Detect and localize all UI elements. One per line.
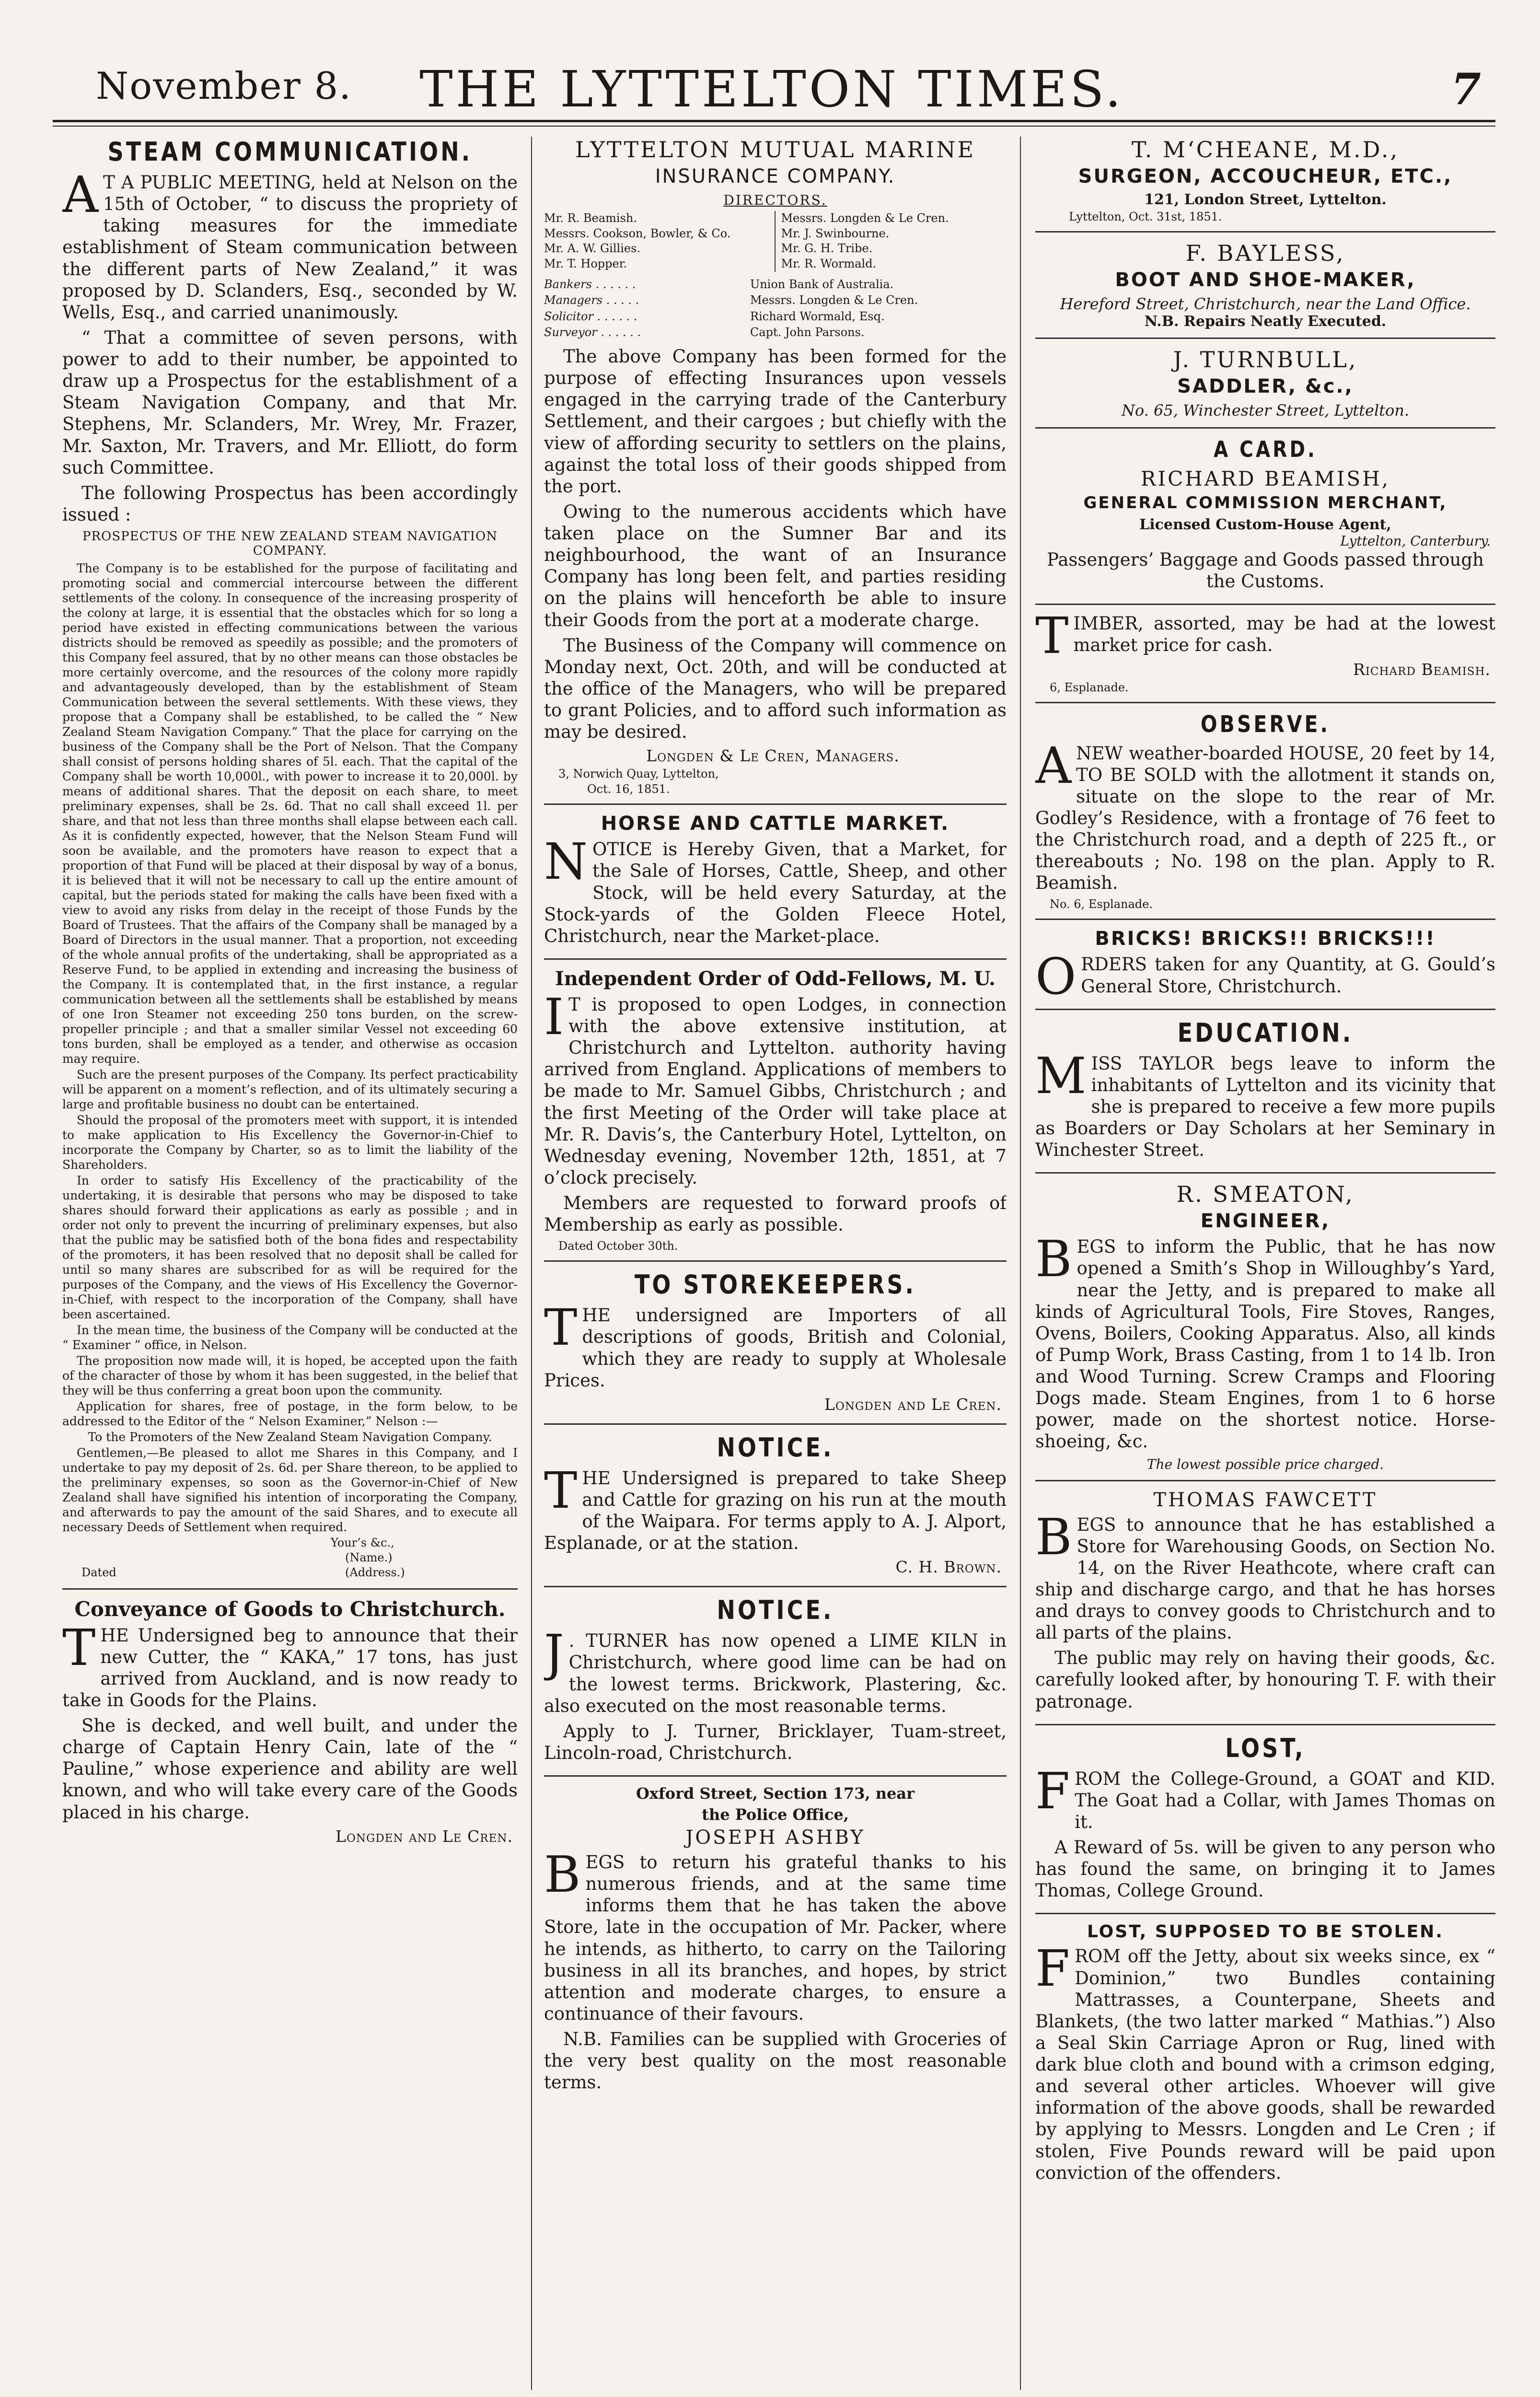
advert-heading: LYTTELTON MUTUAL MARINE [575,137,976,163]
form-footer [62,1565,518,1580]
drop-cap: A [1035,736,1072,795]
drop-cap: F [1035,1761,1070,1820]
steam-communication-article [62,137,518,1590]
prospectus-paragraph: In order to satisfy His Excellency of the practicability of the undertaking, it is desirable that persons who may be disposed to take shares should forward their applications as early as possible ; and in order not only to prevent the incurring of preliminary expenses, but also that the public may be satisfied both of the bona fides and respectability of the promoters, it has been resolved that no deposit shall be called for until so many shares are subscribed for as will be required for the purposes of the Company, and the views of His Excellency the Governor-in-Chief, with respect to the incorporation of the Company, shall have been ascertained. [62,1174,518,1321]
advert-paragraph: The public may rely on having their goods, &c. carefully looked after, by honouring T. F. with their patronage. [1035,1648,1495,1712]
drop-cap: A [62,165,99,224]
advert-trade: SURGEON, ACCOUCHEUR, ETC., [1078,165,1453,187]
advert-paragraph: FROM off the Jetty, about six weeks since, ex “ Dominion,” two Bundles containing Mattrasses, a Counterpane, Sheets and Blankets, (the two latter marked “ Mathias.”) Also a Seal Skin Carriage Apron or Rug, lined with dark blue cloth and bound with a crimson edging, and several other articles. Whoever will give information of the above goods, shall be rewarded by applying to Messrs. Longden and Le Cren ; if stolen, Five Pounds reward will be paid upon conviction of the offenders. [1035,1939,1495,2183]
advert-trade: BOOT AND SHOE-MAKER, [1115,269,1416,291]
form-addressee: To the Promoters of the New Zealand Steam Navigation Company. [88,1430,492,1444]
drop-cap: M [1035,1046,1087,1105]
advert-heading: HORSE AND CATTLE MARKET. [601,813,950,835]
advert-paragraph: Members are requested to forward proofs of Membership as early as possible. [544,1193,1007,1235]
prospectus-paragraph: Application for shares, free of postage, in the form below, to be addressed to the Editor of the “ Nelson Examiner,” Nelson :— [62,1399,518,1428]
advert-paragraph: Owing to the numerous accidents which have taken place on the Sumner Bar and its neighbourhood, the want of an Insurance Company has long been felt, and parties residing on the plains will henceforth be able to insure their Goods from the port at a moderate charge. [544,501,1007,630]
masthead-rule-thin [53,126,1495,127]
fawcett-advert [1035,1489,1495,1725]
prospectus-paragraph: Should the proposal of the promoters meet with support, it is intended to make application to His Excellency the Governor-in-Chief to incorporate the Company by Charter, so as to limit the liability of the Shareholders. [62,1113,518,1172]
masthead-rule [53,120,1495,122]
advert-address: Hereford Street, Christchurch, near the Land Office. [1060,295,1471,313]
prospectus-title: PROSPECTUS OF THE NEW ZEALAND STEAM NAVIGATION COMPANY. [82,529,498,558]
officer-row: Managers . . . . . Messrs. Longden & Le Cren. [544,293,918,307]
form-yours: Your’s &c., [331,1536,394,1549]
advert-address: 3, Norwich Quay, Lyttelton, [558,767,719,781]
form-address: (Address.) [345,1566,405,1580]
column-2 [544,137,1007,2397]
advert-name: RICHARD BEAMISH, [1140,467,1390,490]
advert-subtitle: Licensed Custom-House Agent, [1139,516,1391,533]
advert-paragraph: BEGS to return his grateful thanks to his numerous friends, and at the same time informs them that he has taken the above Store, late in the occupation of Mr. Packer, where he intends, as hitherto, to carry on the Tailoring business in all its branches, and hopes, by strict attention and moderate charges, to ensure a continuance of their favours. [544,1845,1007,2024]
education-advert [1035,1018,1495,1174]
card-advert [1035,436,1495,605]
form-name: (Name.) [345,1551,393,1565]
advert-signature: Longden & Le Cren, Managers. [646,746,900,766]
advert-heading: LOST, SUPPOSED TO BE STOLEN. [1087,1922,1444,1942]
drop-cap: T [544,1461,578,1520]
advert-paragraph: THE Undersigned beg to announce that their new Cutter, the “ KAKA,” 17 tons, has just arrived from Auckland, and is now ready to take in Goods for the Plains. [62,1618,518,1710]
page-number: 7 [1451,64,1481,115]
advert-paragraph: J . TURNER has now opened a LIME KILN in Christchurch, where good lime can be had on the lowest terms. Brickwork, Plastering, &c. also executed on the most reasonable terms. [544,1624,1007,1716]
column-divider-2 [1020,137,1021,2390]
advert-trade: ENGINEER, [1200,1210,1331,1233]
advert-name: J. TURNBULL, [1173,347,1358,372]
directors-right: Messrs. Longden & Le Cren. Mr. J. Swinbourne. Mr. G. H. Tribe. Mr. R. Wormald. [781,211,949,271]
advert-name: THOMAS FAWCETT [1153,1489,1378,1511]
article-paragraph: “ That a committee of seven persons, with power to add to their number, be appointed to draw up a Prospectus for the establishment of a Steam Navigation Company, and that Mr. Stephens, Mr. Sclanders, Mr. Wrey, Mr. Frazer, Mr. Saxton, Mr. Travers, and Mr. Elliott, do form such Committee. [62,327,518,478]
prospectus-paragraph: Such are the present purposes of the Company. Its perfect practicability will be apparent on a moment’s reflection, and of its ultimately securing a large and profitable business no doubt can be entertained. [62,1068,518,1111]
drop-cap: N [544,832,588,891]
advert-signature: Longden and Le Cren. [824,1395,1002,1414]
advert-paragraph: TIMBER, assorted, may be had at the lowest market price for cash. [1035,606,1495,665]
newspaper-title: THE LYTTELTON TIMES. [419,60,1124,118]
masthead [53,60,1491,122]
officer-row: Surveyor . . . . . . Capt. John Parsons. [544,326,865,339]
prospectus-paragraph: The proposition now made will, it is hoped, be accepted upon the faith of the character of those by whom it has been suggested, in the belief that they will be thus conferring a great boon upon the community. [62,1354,518,1397]
advert-name: R. SMEATON, [1176,1181,1355,1208]
drop-cap: B [1035,1507,1072,1566]
directors-left: Mr. R. Beamish. Messrs. Cookson, Bowler, & Co. Mr. A. W. Gillies. Mr. T. Hopper. [544,211,776,272]
advert-heading: NOTICE. [717,1432,834,1463]
notice-grazing-advert [544,1432,1007,1588]
advert-heading: BRICKS! BRICKS!! BRICKS!!! [1095,928,1436,950]
advert-date: Dated October 30th. [558,1239,678,1253]
advert-heading: TO STOREKEEPERS. [634,1269,916,1300]
advert-note: N.B. Repairs Neatly Executed. [1144,313,1387,330]
advert-paragraph: Apply to J. Turner, Bricklayer, Tuam-street, Lincoln-road, Christchurch. [544,1721,1007,1763]
smeaton-advert [1035,1181,1495,1481]
advert-paragraph: THE Undersigned is prepared to take Sheep and Cattle for grazing on his run at the mouth of the Waipara. For terms apply to A. J. Alport, Esplanade, or at the station. [544,1461,1007,1554]
advert-heading: LOST, [1225,1733,1306,1763]
officer-row: Solicitor . . . . . . Richard Wormald, Esq. [544,309,885,323]
drop-cap: F [1035,1939,1070,1998]
drop-cap: J [544,1624,564,1683]
advert-place: Lyttelton, Canterbury. [1340,533,1491,549]
advert-date: Lyttelton, Oct. 31st, 1851. [1069,210,1222,223]
advert-paragraph: NOTICE is Hereby Given, that a Market, for the Sale of Horses, Cattle, Sheep, and other Stock, will be held every Saturday, at the Stock-yards of the Golden Fleece Hotel, Christchurch, near the Market-place. [544,832,1007,946]
advert-heading: A CARD. [1214,436,1317,462]
advert-paragraph: FROM the College-Ground, a GOAT and KID. The Goat had a Collar, with James Thomas on it. [1035,1761,1495,1832]
advert-paragraph: THE undersigned are Importers of all descriptions of goods, British and Colonial, which they are ready to supply at Wholesale Prices. [544,1298,1007,1391]
advert-paragraph: The Business of the Company will commence on Monday next, Oct. 20th, and will be conducted at the office of the Managers, who will be prepared to grant Policies, and to afford such information as may be desired. [544,635,1007,743]
prospectus-paragraph: The Company is to be established for the purpose of facilitating and promoting social and commercial intercourse between the different settlements of the colony. In consequence of the increasing prosperity of the colony at large, it is essential that the obstacles which for so long a period have existed in effecting communications between the various districts should be removed as speedily as possible; and the promoters of this Company feel assured, that by no other means can those obstacles be more certainly overcome, and the resources of the colony more rapidly and advantageously developed, than by the establishment of Steam Communication between the several settlements. With these views, they propose that a Company shall be established, to be called the “ New Zealand Steam Navigation Company.” That the place for carrying on the business of the Company shall be the Port of Nelson. That the Company shall consist of persons holding shares of 5l. each. That the capital of the Company shall be worth 10,000l., with power to increase it to 20,000l. by means of additional shares. That the deposit on each share, to meet preliminary expenses, shall be 2s. 6d. That no call shall exceed 1l. per share, and that not less than three months shall elapse between each call. As it is confidently expected, however, that the Nelson Steam Fund will soon be available, and the promoters have reason to expect that a proportion of that Fund will be placed at their disposal by way of a bonus, it is believed that it will not be necessary to call up the entire amount of capital, but the periods stated for making the calls have been fixed with a view to avoid any risks from delay in the receipt of those Funds by the Board of Trustees. That the affairs of the Company shall be managed by a Board of Directors in the usual manner. That a proportion, not exceeding of the whole annual profits of the undertaking, shall be appropriated as a Reserve Fund, to be applied in extending and increasing the business of the Company. It is contemplated that, in the first instance, a regular communication between all the settlements shall be established by means of one Iron Steamer not exceeding 250 tons burden, on the screw-propeller principle ; and that a smaller similar Vessel not exceeding 60 tons burden, shall be employed as a tender, and otherwise as occasion may require. [62,561,518,1066]
drop-cap: T [62,1618,96,1677]
article-paragraph: The following Prospectus has been accordingly issued : [62,482,518,525]
advert-location: Oxford Street, Section 173, near [636,1784,915,1803]
officer-row: Bankers . . . . . . Union Bank of Australia. [544,277,894,291]
advert-location-2: the Police Office, [702,1805,849,1824]
advert-name: F. BAYLESS, [1185,240,1345,266]
advert-subheading: INSURANCE COMPANY. [655,165,896,187]
directors-heading: DIRECTORS. [723,192,827,208]
advert-paragraph: ORDERS taken for any Quantity, at G. Gould’s General Store, Christchurch. [1035,947,1495,1006]
advert-paragraph: She is decked, and well built, and under the charge of Captain Henry Cain, late of the “ Pauline,” whose experience and ability are well known, and who will take every care of the Goods placed in his charge. [62,1715,518,1823]
prospectus-paragraph: In the mean time, the business of the Company will be conducted at the “ Examiner ” office, in Nelson. [62,1323,518,1352]
advert-signature: C. H. Brown. [895,1558,1002,1577]
mutual-marine-advert [544,137,1007,805]
notice-lime-advert [544,1595,1007,1777]
bricks-advert [1035,928,1495,1010]
advert-heading: Independent Order of Odd-Fellows, M. U. [555,967,996,990]
advert-heading: Conveyance of Goods to Christchurch. [74,1597,506,1621]
oddfellows-advert [544,967,1007,1262]
drop-cap: O [1035,947,1077,1006]
conveyance-advert [62,1597,518,1855]
advert-address: No. 6, Esplanade. [1050,897,1153,911]
drop-cap: B [1035,1230,1072,1289]
mcheane-advert [1035,137,1495,233]
advert-paragraph: ANEW weather-boarded HOUSE, 20 feet by 14, TO BE SOLD with the allotment it stands on, situate on the slope to the rear of Mr. Godley’s Residence, with a frontage of 76 feet to the Christchurch road, and a depth of 225 ft., or thereabouts ; No. 198 on the plan. Apply to R. Beamish. [1035,736,1495,894]
advert-signature: Richard Beamish. [1353,660,1491,679]
horse-market-advert [544,813,1007,960]
column-1 [62,137,518,2397]
drop-cap: I [544,987,564,1046]
advert-paragraph: A Reward of 5s. will be given to any person who has found the same, on bringing it to James Thomas, College Ground. [1035,1837,1495,1901]
bayless-advert [1035,240,1495,339]
advert-paragraph: MISS TAYLOR begs leave to inform the inhabitants of Lyttelton and its vicinity that she is prepared to receive a few more pupils as Boarders or Day Scholars at her Seminary in Winchester Street. [1035,1046,1495,1161]
advert-trade: SADDLER, &c., [1177,375,1354,397]
drop-cap: T [1035,606,1069,665]
lost-goat-advert [1035,1733,1495,1915]
column-3 [1035,137,1495,2397]
ashby-advert [544,1784,1007,2105]
form-dated: Dated [81,1566,116,1580]
advert-date: Oct. 16, 1851. [587,782,670,796]
advert-heading: OBSERVE. [1200,710,1331,738]
advert-footer: The lowest possible price charged. [1146,1456,1384,1472]
advert-paragraph: N.B. Families can be supplied with Groceries of the very best quality on the most reasonable terms. [544,2029,1007,2093]
form-body: Gentlemen,—Be pleased to allot me Shares in this Company, and I undertake to pay my deposit of 2s. 6d. per Share thereon, to be applied to the preliminary expenses, so soon as the Governor-in-Chief of New Zealand shall have signified his intention of incorporating the Company, and afterwards to pay the amount of the said Shares, and to execute all necessary Deeds of Settlement when required. [62,1446,518,1534]
advert-paragraph: BEGS to announce that he has established a Store for Warehousing Goods, on Section No. 14, on the River Heathcote, where craft can ship and discharge cargo, and that he has horses and drays to convey goods to Christchurch and to all parts of the plains. [1035,1507,1495,1643]
observe-advert [1035,711,1495,920]
column-divider-1 [531,137,532,2390]
turnbull-advert [1035,347,1495,429]
storekeepers-advert [544,1269,1007,1425]
advert-paragraph: I T is proposed to open Lodges, in connection with the above extensive institution, at Christchurch and Lyttelton. authority having arrived from England. Applications of members to be made to Mr. Samuel Gibbs, Christchurch ; and the first Meeting of the Order will take place at Mr. R. Davis’s, the Canterbury Hotel, Lyttelton, on Wednesday evening, November 12th, 1851, at 7 o’clock precisely. [544,987,1007,1188]
drop-cap: B [544,1845,581,1904]
officers-list [544,277,1007,341]
advert-name: JOSEPH ASHBY [685,1827,865,1849]
stolen-goods-advert [1035,1922,1495,2195]
article-paragraph: A T A PUBLIC MEETING, held at Nelson on the 15th of October, “ to discuss the propriety of taking measures for the immediate establishment of Steam communication between the different parts of New Zealand,” it was proposed by D. Sclanders, Esq., seconded by W. Wells, Esq., and carried unanimously. [62,165,518,323]
directors-list [544,211,1007,272]
article-heading: STEAM COMMUNICATION. [107,137,473,167]
drop-cap: T [544,1298,578,1357]
advert-trade: GENERAL COMMISSION MERCHANT, [1083,493,1447,512]
advert-paragraph: BEGS to inform the Public, that he has now opened a Smith’s Shop in Willoughby’s Yard, near the Jetty, and is prepared to make all kinds of Agricultural Tools, Fire Stoves, Ranges, Ovens, Boilers, Cooking Apparatus. Also, all kinds of Pump Work, Brass Casting, from 1 to 14 lb. Iron and Wood Turning. Screw Cramps and Flooring Dogs made. Steam Engines, from 1 to 6 horse power, made on the shortest notice. Horse-shoeing, &c. [1035,1230,1495,1452]
advert-paragraph: Passengers’ Baggage and Goods passed through the Customs. [1047,549,1484,592]
advert-signature: Longden and Le Cren. [336,1827,513,1846]
advert-heading: EDUCATION. [1177,1017,1354,1048]
advert-name: T. M‘CHEANE, M.D., [1131,137,1400,163]
advert-paragraph: The above Company has been formed for the purpose of effecting Insurances upon vessels engaged in the carrying trade of the Canterbury Settlement, and their cargoes ; but chiefly with the view of affording security to settlers on the plains, against the total loss of their goods shipped from the port. [544,346,1007,497]
timber-advert [1035,606,1495,703]
advert-address: No. 65, Winchester Street, Lyttelton. [1121,401,1410,419]
advert-address: 121, London Street, Lyttelton. [1144,191,1387,208]
issue-date: November 8. [96,65,352,108]
advert-heading: NOTICE. [717,1595,834,1626]
advert-address: 6, Esplanade. [1050,680,1129,694]
